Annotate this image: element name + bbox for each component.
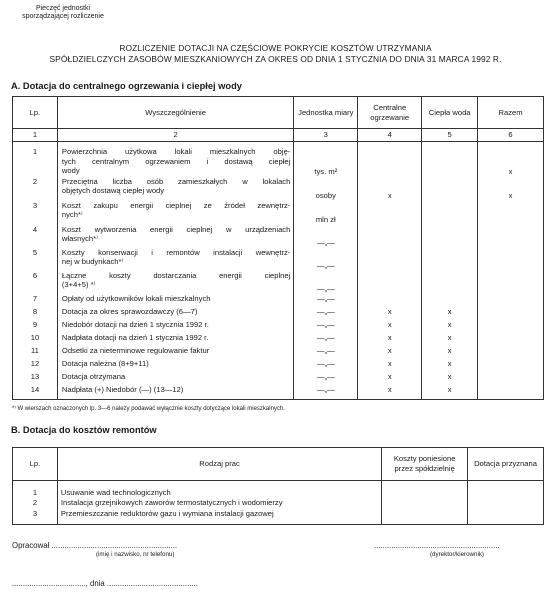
description-line: Dotacja za okres sprawozdawczy (6—7)	[61, 306, 198, 316]
table-row	[13, 201, 544, 225]
description-line: Nadpłata (+) Niedobór (—) (13—12)	[61, 384, 184, 394]
table-row	[13, 271, 544, 294]
hot-water-cell: x	[422, 372, 478, 385]
prepared-by-label: Opracował	[12, 541, 50, 550]
unit-cell: —„—	[294, 359, 358, 372]
description-cell	[57, 294, 293, 307]
prepared-by-caption: (imię i nazwisko, nr telefonu)	[96, 551, 175, 558]
unit-cell: —„—	[294, 225, 358, 248]
lp-cell: 2	[13, 498, 58, 509]
hot-water-cell	[422, 142, 478, 177]
unit-cell: —„—	[294, 248, 358, 271]
description-cell	[57, 177, 293, 201]
unit-cell: tys. m²	[294, 142, 358, 177]
total-cell	[478, 294, 544, 307]
central-heating-cell	[358, 294, 422, 307]
costs-cell[interactable]	[382, 509, 468, 525]
place-field[interactable]: ..................................	[12, 579, 86, 588]
hot-water-cell: x	[422, 385, 478, 400]
unit-cell: —„—	[294, 320, 358, 333]
central-heating-cell: x	[358, 385, 422, 400]
table-b	[12, 447, 544, 525]
description-line: Niedobór dotacji na dzień 1 stycznia 1992 r.	[61, 319, 209, 329]
header-lp: Lp.	[13, 97, 58, 129]
total-cell	[478, 201, 544, 225]
unit-cell: —„—	[294, 294, 358, 307]
description-line: Koszt wytworzenia energii cieplnej w urządzeniach	[61, 224, 291, 234]
total-cell	[478, 271, 544, 294]
description-line: Opłaty od użytkowników lokali mieszkalnych	[61, 293, 211, 303]
lp-cell: 4	[13, 225, 58, 248]
hot-water-cell: x	[422, 307, 478, 320]
description-cell	[57, 142, 293, 177]
lp-cell: 1	[13, 142, 58, 177]
description-cell	[57, 248, 293, 271]
costs-cell[interactable]	[382, 498, 468, 509]
unit-cell: —„—	[294, 346, 358, 359]
unit-cell: —„—	[294, 372, 358, 385]
column-number: 4	[358, 129, 422, 142]
description-cell	[57, 307, 293, 320]
table-row	[13, 177, 544, 201]
header-description: Wyszczególnienie	[57, 97, 293, 129]
lp-cell: 10	[13, 333, 58, 346]
description-line: Nadpłata dotacji na dzień 1 stycznia 1992 r.	[61, 332, 209, 342]
central-heating-cell	[358, 201, 422, 225]
central-heating-cell: x	[358, 177, 422, 201]
lp-cell: 14	[13, 385, 58, 400]
work-type-cell: Usuwanie wad technologicznych	[57, 481, 381, 498]
subsidy-cell[interactable]	[468, 509, 544, 525]
column-number: 2	[57, 129, 293, 142]
description-line: nych*⁾	[61, 210, 83, 220]
table-row	[13, 307, 544, 320]
hot-water-cell: x	[422, 333, 478, 346]
central-heating-cell: x	[358, 359, 422, 372]
header-unit: Jednostka miary	[294, 97, 358, 129]
hot-water-cell	[422, 177, 478, 201]
hot-water-cell: x	[422, 346, 478, 359]
lp-cell: 1	[13, 481, 58, 498]
table-a-number-row	[13, 129, 544, 142]
unit-cell: —„—	[294, 385, 358, 400]
header-lp: Lp.	[13, 448, 58, 481]
hot-water-cell	[422, 225, 478, 248]
hot-water-cell	[422, 201, 478, 225]
lp-cell: 2	[13, 177, 58, 201]
hot-water-cell	[422, 248, 478, 271]
description-line: Łączne koszty dostarczania energii cieplnej	[61, 270, 291, 280]
costs-cell[interactable]	[382, 481, 468, 498]
header-work-type: Rodzaj prac	[57, 448, 381, 481]
unit-cell: mln zł	[294, 201, 358, 225]
hot-water-cell: x	[422, 359, 478, 372]
central-heating-cell	[358, 248, 422, 271]
table-row	[13, 142, 544, 177]
description-line: tych centralnym ogrzewaniem i dostawą ciepłej	[61, 156, 291, 166]
description-line: (3+4+5) *⁾	[61, 280, 96, 290]
header-hot-water: Ciepła woda	[422, 97, 478, 129]
total-cell	[478, 248, 544, 271]
table-a	[12, 96, 544, 400]
description-cell	[57, 333, 293, 346]
table-row	[13, 385, 544, 400]
table-row	[13, 346, 544, 359]
footnote: *⁾ W wierszach oznaczonych lp. 3—6 należy podawać wyłącznie koszty dotyczące lokali mieszkalnych.	[12, 406, 285, 412]
central-heating-cell: x	[358, 346, 422, 359]
description-cell	[57, 372, 293, 385]
prepared-by-field[interactable]: ..........................................................	[51, 541, 178, 550]
stamp-line-1: Pieczęć jednostki	[35, 5, 91, 12]
prepared-by-block	[12, 541, 242, 550]
lp-cell: 6	[13, 271, 58, 294]
section-b-heading: B. Dotacja do kosztów remontów	[11, 425, 157, 435]
central-heating-cell: x	[358, 320, 422, 333]
central-heating-cell: x	[358, 372, 422, 385]
total-cell	[478, 333, 544, 346]
table-row	[13, 481, 544, 498]
total-cell	[478, 307, 544, 320]
table-row	[13, 372, 544, 385]
table-row	[13, 248, 544, 271]
date-label: , dnia	[85, 579, 105, 588]
central-heating-cell: x	[358, 307, 422, 320]
table-a-header-row	[13, 97, 544, 129]
work-type-cell: Przemieszczanie reduktorów gazu i wymiana instalacji gazowej	[57, 509, 381, 525]
place-date-block	[12, 579, 198, 588]
description-cell	[57, 271, 293, 294]
title-line-2: SPÓŁDZIELCZYCH ZASOBÓW MIESZKANIOWYCH ZA OKRES OD DNIA 1 STYCZNIA DO DNIA 31 MARCA 1992 R.	[49, 53, 502, 64]
total-cell	[478, 372, 544, 385]
lp-cell: 9	[13, 320, 58, 333]
subsidy-cell[interactable]	[468, 481, 544, 498]
description-cell	[57, 201, 293, 225]
table-b-header-row	[13, 448, 544, 481]
description-line: Powierzchnia użytkowa lokali mieszkalnych obję-	[61, 147, 291, 156]
header-central-heating: Centralne ogrzewanie	[358, 97, 422, 129]
table-row	[13, 320, 544, 333]
table-row	[13, 509, 544, 525]
total-cell	[478, 320, 544, 333]
stamp-line-2: sporządzającej rozliczenie	[22, 13, 104, 20]
director-field[interactable]: ..........................................................	[374, 541, 500, 550]
lp-cell: 13	[13, 372, 58, 385]
unit-cell: osoby	[294, 177, 358, 201]
column-number: 1	[13, 129, 58, 142]
hot-water-cell	[422, 271, 478, 294]
total-cell: x	[478, 177, 544, 201]
central-heating-cell: x	[358, 333, 422, 346]
description-line: objętych dostawą ciepłej wody	[61, 186, 165, 196]
table-row	[13, 498, 544, 509]
central-heating-cell	[358, 142, 422, 177]
table-row	[13, 225, 544, 248]
hot-water-cell	[422, 294, 478, 307]
description-line: Przeciętna liczba osób zamieszkałych w lokalach	[61, 176, 291, 186]
central-heating-cell	[358, 225, 422, 248]
central-heating-cell	[358, 271, 422, 294]
lp-cell: 5	[13, 248, 58, 271]
director-caption: (dyrektor/kierownik)	[430, 551, 484, 558]
subsidy-cell[interactable]	[468, 498, 544, 509]
description-line: własnych*⁾	[61, 234, 98, 244]
table-row	[13, 294, 544, 307]
description-line: Dotacja należna (8+9+11)	[61, 358, 149, 368]
description-line: nej w budynkach*⁾	[61, 257, 124, 267]
description-cell	[57, 225, 293, 248]
work-type-cell: Instalacja grzejnikowych zaworów termostatycznych i wodomierzy	[57, 498, 381, 509]
total-cell	[478, 359, 544, 372]
title-line-1: ROZLICZENIE DOTACJI NA CZĘŚCIOWE POKRYCIE KOSZTÓW UTRZYMANIA	[119, 43, 432, 53]
column-number: 6	[478, 129, 544, 142]
lp-cell: 12	[13, 359, 58, 372]
unit-cell: —„—	[294, 333, 358, 346]
column-number: 3	[294, 129, 358, 142]
document-title	[0, 43, 551, 64]
description-cell	[57, 385, 293, 400]
stamp-label	[13, 5, 113, 21]
lp-cell: 3	[13, 201, 58, 225]
column-number: 5	[422, 129, 478, 142]
total-cell	[478, 225, 544, 248]
date-field[interactable]: ..........................................	[106, 579, 198, 588]
lp-cell: 3	[13, 509, 58, 525]
lp-cell: 8	[13, 307, 58, 320]
table-row	[13, 359, 544, 372]
unit-cell: —„—	[294, 271, 358, 294]
description-line: Dotacja otrzymana	[61, 371, 126, 381]
hot-water-cell: x	[422, 320, 478, 333]
section-a-heading: A. Dotacja do centralnego ogrzewania i ciepłej wody	[11, 81, 242, 91]
total-cell	[478, 346, 544, 359]
description-line: Koszt zakupu energii cieplnej ze źródeł zewnętrz-	[61, 200, 291, 210]
description-line: Koszty konserwacji i remontów instalacji wewnętrz-	[61, 247, 291, 257]
header-total: Razem	[478, 97, 544, 129]
lp-cell: 11	[13, 346, 58, 359]
header-subsidy-granted: Dotacja przyznana	[468, 448, 544, 481]
description-cell	[57, 320, 293, 333]
unit-cell: —„—	[294, 307, 358, 320]
description-line: wody	[61, 166, 80, 176]
description-cell	[57, 346, 293, 359]
description-cell	[57, 359, 293, 372]
total-cell: x	[478, 142, 544, 177]
header-costs: Koszty poniesione przez spółdzielnię	[382, 448, 468, 481]
lp-cell: 7	[13, 294, 58, 307]
description-line: Odsetki za nieterminowe regulowanie faktur	[61, 345, 210, 355]
table-row	[13, 333, 544, 346]
total-cell	[478, 385, 544, 400]
